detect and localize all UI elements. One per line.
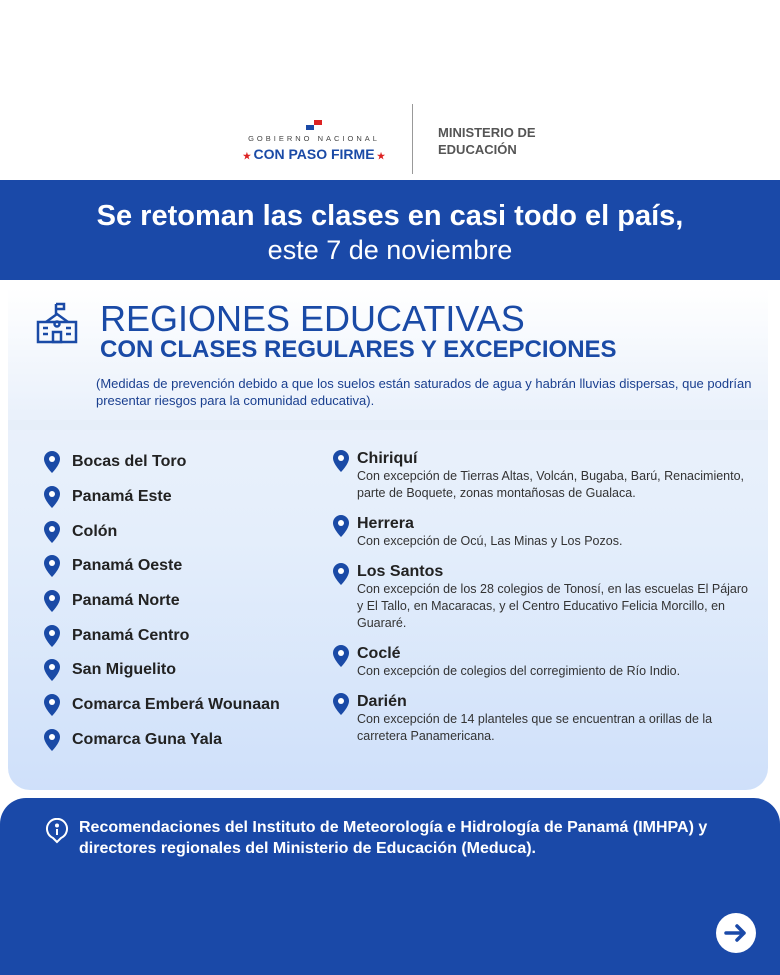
region-name: Los Santos [357,563,444,580]
exception-regions-list [333,450,753,758]
section-note: (Medidas de prevención debido a que los suelos están saturados de agua y habrán lluvias dispersas, que podrían presentar riesgos para la comunidad educativa). [96,376,752,408]
location-pin-icon [44,659,60,681]
region-item [44,653,280,688]
location-pin-icon [44,486,60,508]
arrow-right-icon [723,920,749,946]
region-exception-detail: Con excepción de Ocú, Las Minas y Los Pozos. [357,534,623,548]
region-name: Panamá Norte [72,592,180,610]
region-name: San Miguelito [72,661,176,679]
region-exception-detail: Con excepción de Tierras Altas, Volcán, Bugaba, Barú, Renacimiento, parte de Boquete, zonas montañosas de Gualaca. [357,469,745,500]
exception-region-item [333,515,753,550]
region-exception-detail: Con excepción de colegios del corregimiento de Río Indio. [357,664,681,678]
location-pin-icon [44,590,60,612]
region-name: Panamá Oeste [72,557,183,575]
region-name: Bocas del Toro [72,453,187,471]
region-item [44,549,280,584]
region-item [44,445,280,480]
header-logo [0,104,780,176]
exception-region-item [333,450,753,502]
section-subtitle: CON CLASES REGULARES Y EXCEPCIONES [100,336,617,363]
ministry-label: MINISTERIO DE EDUCACIÓN [438,125,536,157]
region-name: Panamá Centro [72,626,190,644]
region-name: Darién [357,693,407,710]
region-item [44,688,280,723]
exception-region-item [333,693,753,745]
info-icon [44,818,70,844]
location-pin-icon [44,555,60,577]
next-button[interactable] [716,913,756,953]
region-item [44,584,280,619]
location-pin-icon [44,451,60,473]
footer-text: Recomendaciones del Instituto de Meteorología e Hidrología de Panamá (IMHPA) y directores regionales del Ministerio de Educación (Meduca). [79,819,708,857]
panama-flag-icon [306,120,322,130]
region-name: Coclé [357,645,401,662]
region-item [44,480,280,515]
region-name: Colón [72,522,118,540]
gobierno-label: GOBIERNO NACIONAL [248,134,380,143]
location-pin-icon [44,694,60,716]
divider [412,104,413,174]
region-item [44,514,280,549]
region-name: Panamá Este [72,488,172,506]
exception-region-item [333,645,753,680]
headline-line1: Se retoman las clases en casi todo el país, [96,200,684,232]
section-title: REGIONES EDUCATIVAS [100,298,525,339]
region-name: Herrera [357,515,414,532]
location-pin-icon [333,563,349,585]
location-pin-icon [333,450,349,472]
region-exception-detail: Con excepción de 14 planteles que se encuentran a orillas de la carretera Panamericana. [357,712,713,743]
headline-line2: este 7 de noviembre [267,235,513,265]
region-exception-detail: Con excepción de los 28 colegios de Tonosí, en las escuelas El Pájaro y El Tallo, en Macaracas, y el Centro Educativo Felicia Morcillo, en Guararé. [357,582,748,630]
location-pin-icon [333,645,349,667]
region-name: Chiriquí [357,450,418,467]
regular-regions-list [44,445,280,757]
headline-banner [0,180,780,280]
location-pin-icon [333,515,349,537]
region-item [44,723,280,758]
school-icon [36,302,78,344]
region-name: Comarca Guna Yala [72,730,222,748]
region-name: Comarca Emberá Wounaan [72,696,280,714]
exception-region-item [333,563,753,632]
location-pin-icon [333,693,349,715]
region-item [44,618,280,653]
divider [8,420,768,430]
location-pin-icon [44,625,60,647]
location-pin-icon [44,521,60,543]
slogan: ★ CON PASO FIRME ★ [242,146,386,162]
location-pin-icon [44,729,60,751]
